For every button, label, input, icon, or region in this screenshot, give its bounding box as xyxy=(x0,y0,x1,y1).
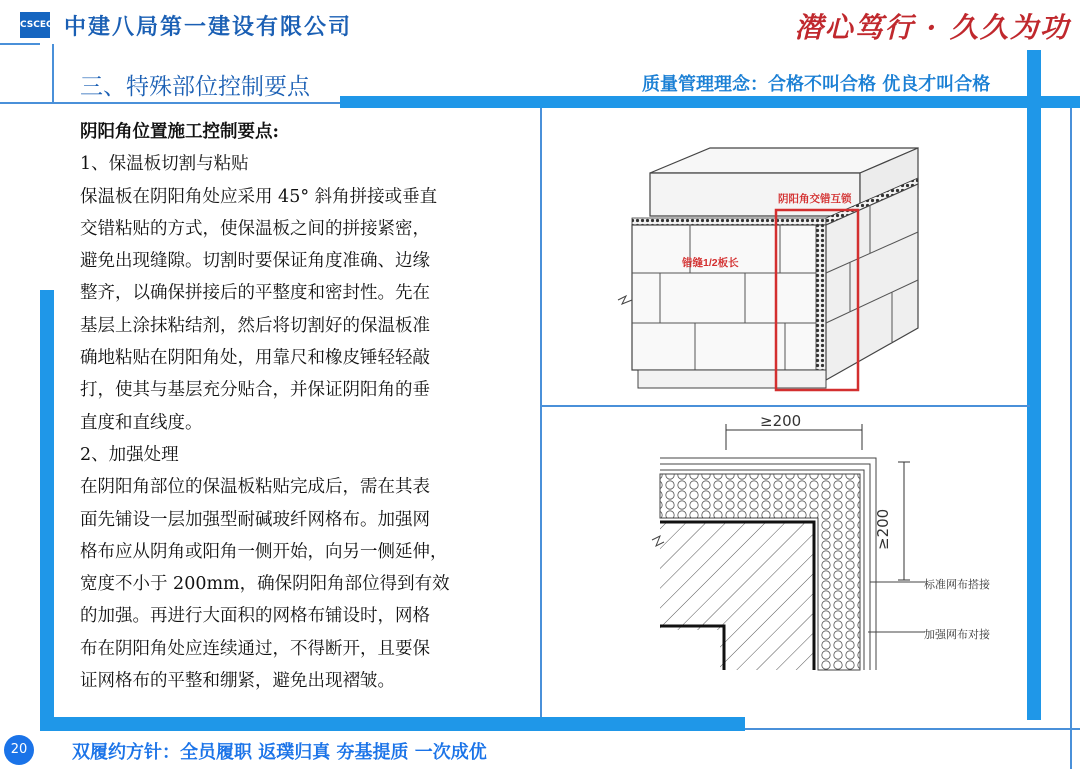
content-line: 2、加强处理 xyxy=(80,444,179,465)
right-thin-line xyxy=(1070,108,1072,769)
side-dimension-label: ≥200 xyxy=(874,508,892,550)
content-text xyxy=(80,116,525,697)
header-divider xyxy=(0,43,40,45)
frame-top-left xyxy=(0,102,340,104)
content-line: 面先铺设一层加强型耐碱玻纤网格布。加强网 xyxy=(80,509,430,530)
right-vertical-bar xyxy=(1027,50,1041,720)
content-line: 基层上涂抹粘结剂，然后将切割好的保温板准 xyxy=(80,315,430,336)
bottom-thin-line xyxy=(745,728,1080,730)
content-line: 确地粘贴在阴阳角处，用靠尺和橡皮锤轻轻敲 xyxy=(80,348,430,369)
top-dimension-label: ≥200 xyxy=(760,412,802,430)
quality-philosophy: 质量管理理念：合格不叫合格 优良才叫合格 xyxy=(642,74,991,95)
title-underline-bar xyxy=(340,96,1080,108)
diagram-divider xyxy=(540,405,1030,407)
staggered-joint-label: 错缝1/2板长 xyxy=(682,257,739,269)
left-vertical-bar xyxy=(40,290,54,730)
content-line: 保温板在阴阳角处应采用 45° 斜角拼接或垂直 xyxy=(80,186,438,207)
motto: 潜心笃行 · 久久为功 xyxy=(794,11,1070,44)
content-line: 的加强。再进行大面积的网格布铺设时，网格 xyxy=(80,606,430,627)
bottom-bar xyxy=(40,717,745,731)
content-heading: 阴阳角位置施工控制要点: xyxy=(80,122,279,142)
mesh-reinforcement-diagram xyxy=(640,410,1020,675)
content-line: 证网格布的平整和绷紧，避免出现褶皱。 xyxy=(80,671,395,692)
standard-mesh-label: 标准网布搭接 xyxy=(924,578,990,591)
reinforce-mesh-label: 加强网布对接 xyxy=(924,628,990,641)
section-title: 三、特殊部位控制要点 xyxy=(80,74,310,100)
content-line: 避免出现缝隙。切割时要保证角度准确、边缘 xyxy=(80,251,430,272)
content-line: 宽度不小于 200mm，确保阴阳角部位得到有效 xyxy=(80,574,450,595)
corner-interlock-label: 阴阳角交错互锁 xyxy=(778,193,852,205)
content-line: 交错粘贴的方式，使保温板之间的拼接紧密， xyxy=(80,218,430,239)
footer-policy: 双履约方针：全员履职 返璞归真 夯基提质 一次成优 xyxy=(72,742,487,763)
frame-left-top xyxy=(52,44,54,104)
content-divider xyxy=(540,108,542,730)
logo-text: CSCEC xyxy=(20,20,53,30)
content-line: 格布应从阴角或阳角一侧开始，向另一侧延伸， xyxy=(80,541,448,562)
content-line: 直度和直线度。 xyxy=(80,412,203,433)
content-line: 在阴阳角部位的保温板粘贴完成后，需在其表 xyxy=(80,477,430,498)
content-line: 整齐，以确保拼接后的平整度和密封性。先在 xyxy=(80,283,430,304)
content-line: 1、保温板切割与粘贴 xyxy=(80,154,249,175)
content-line: 布在阴阳角处应连续通过，不得断开，且要保 xyxy=(80,638,430,659)
company-name: 中建八局第一建设有限公司 xyxy=(64,15,353,40)
corner-board-diagram xyxy=(600,128,920,398)
content-line: 打，使其与基层充分贴合，并保证阴阳角的垂 xyxy=(80,380,430,401)
page-number: 20 xyxy=(4,735,34,765)
company-logo xyxy=(20,12,53,38)
